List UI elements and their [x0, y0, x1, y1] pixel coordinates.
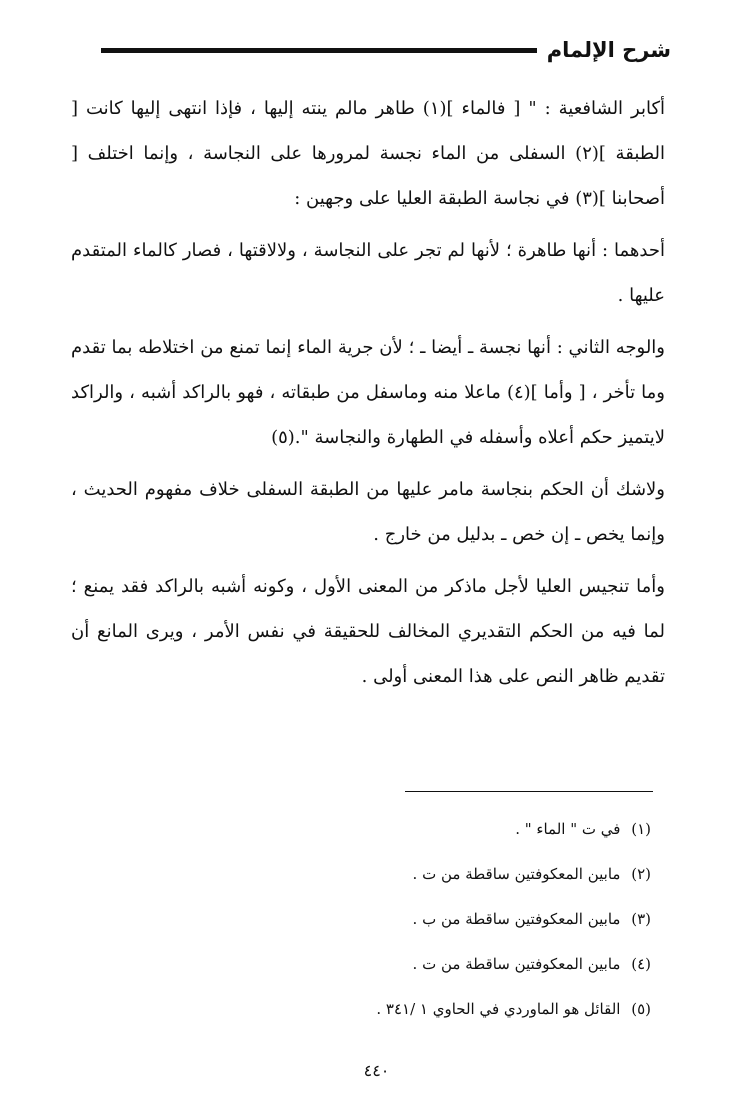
- page-header: [101, 30, 671, 70]
- paragraph: والوجه الثاني : أنها نجسة ـ أيضا ـ ؛ لأن جرية الماء إنما تمنع من اختلاطه بما تقدم وما تأخر ، [ وأما ](٤) ماعلا منه وماسفل من طبقاته ، فهو بالراكد أشبه ، والراكد لايتميز حكم أعلاه وأسفله في الطهارة والنجاسة ".(٥): [71, 337, 665, 448]
- footnote-text: مابين المعكوفتين ساقطة من ت .: [412, 865, 621, 883]
- footnote-text: مابين المعكوفتين ساقطة من ت .: [412, 955, 621, 973]
- footnote-text: مابين المعكوفتين ساقطة من ب .: [412, 910, 621, 928]
- footnote-item: [71, 992, 651, 1037]
- footnotes: [71, 812, 651, 1037]
- page-number: ٤٤٠: [363, 1061, 390, 1080]
- footnote-separator: [405, 791, 653, 792]
- footnote-text: القائل هو الماوردي في الحاوي ١ /٣٤١ .: [376, 1000, 621, 1018]
- footnote-item: [71, 857, 651, 902]
- paragraph: أكابر الشافعية : " [ فالماء ](١) طاهر مالم ينته إليها ، فإذا انتهى إليها كانت [ الطبقة ](٢) السفلى من الماء نجسة لمرورها على النجاسة ، وإنما اختلف [ أصحابنا ](٣) في نجاسة الطبقة العليا على وجهين :: [71, 98, 666, 209]
- paragraph: ولاشك أن الحكم بنجاسة مامر عليها من الطبقة السفلى خلاف مفهوم الحديث ، وإنما يخص ـ إن خص ـ بدليل من خارج .: [71, 479, 665, 545]
- footnote-number: (٢): [631, 865, 651, 883]
- main-text: [71, 86, 665, 706]
- footnote-text: في ت " الماء " .: [515, 820, 621, 838]
- paragraph: أحدهما : أنها طاهرة ؛ لأنها لم تجر على النجاسة ، ولالاقتها ، فصار كالماء المتقدم عليها .: [71, 240, 665, 306]
- footnote-number: (٣): [631, 910, 651, 928]
- footnote-item: [71, 902, 651, 947]
- footnote-number: (٤): [631, 955, 651, 973]
- footnote-number: (٥): [631, 1000, 651, 1018]
- running-title: شرح الإلمام: [546, 38, 671, 62]
- footnote-item: [71, 812, 651, 857]
- footnote-item: [71, 947, 651, 992]
- footnote-number: (١): [631, 820, 651, 838]
- header-rule: [101, 48, 537, 53]
- paragraph: وأما تنجيس العليا لأجل ماذكر من المعنى الأول ، وكونه أشبه بالراكد فقد يمنع ؛ لما فيه من الحكم التقديري المخالف للحقيقة في نفس الأمر ، ويرى المانع أن تقديم ظاهر النص على هذا المعنى أولى .: [71, 576, 665, 687]
